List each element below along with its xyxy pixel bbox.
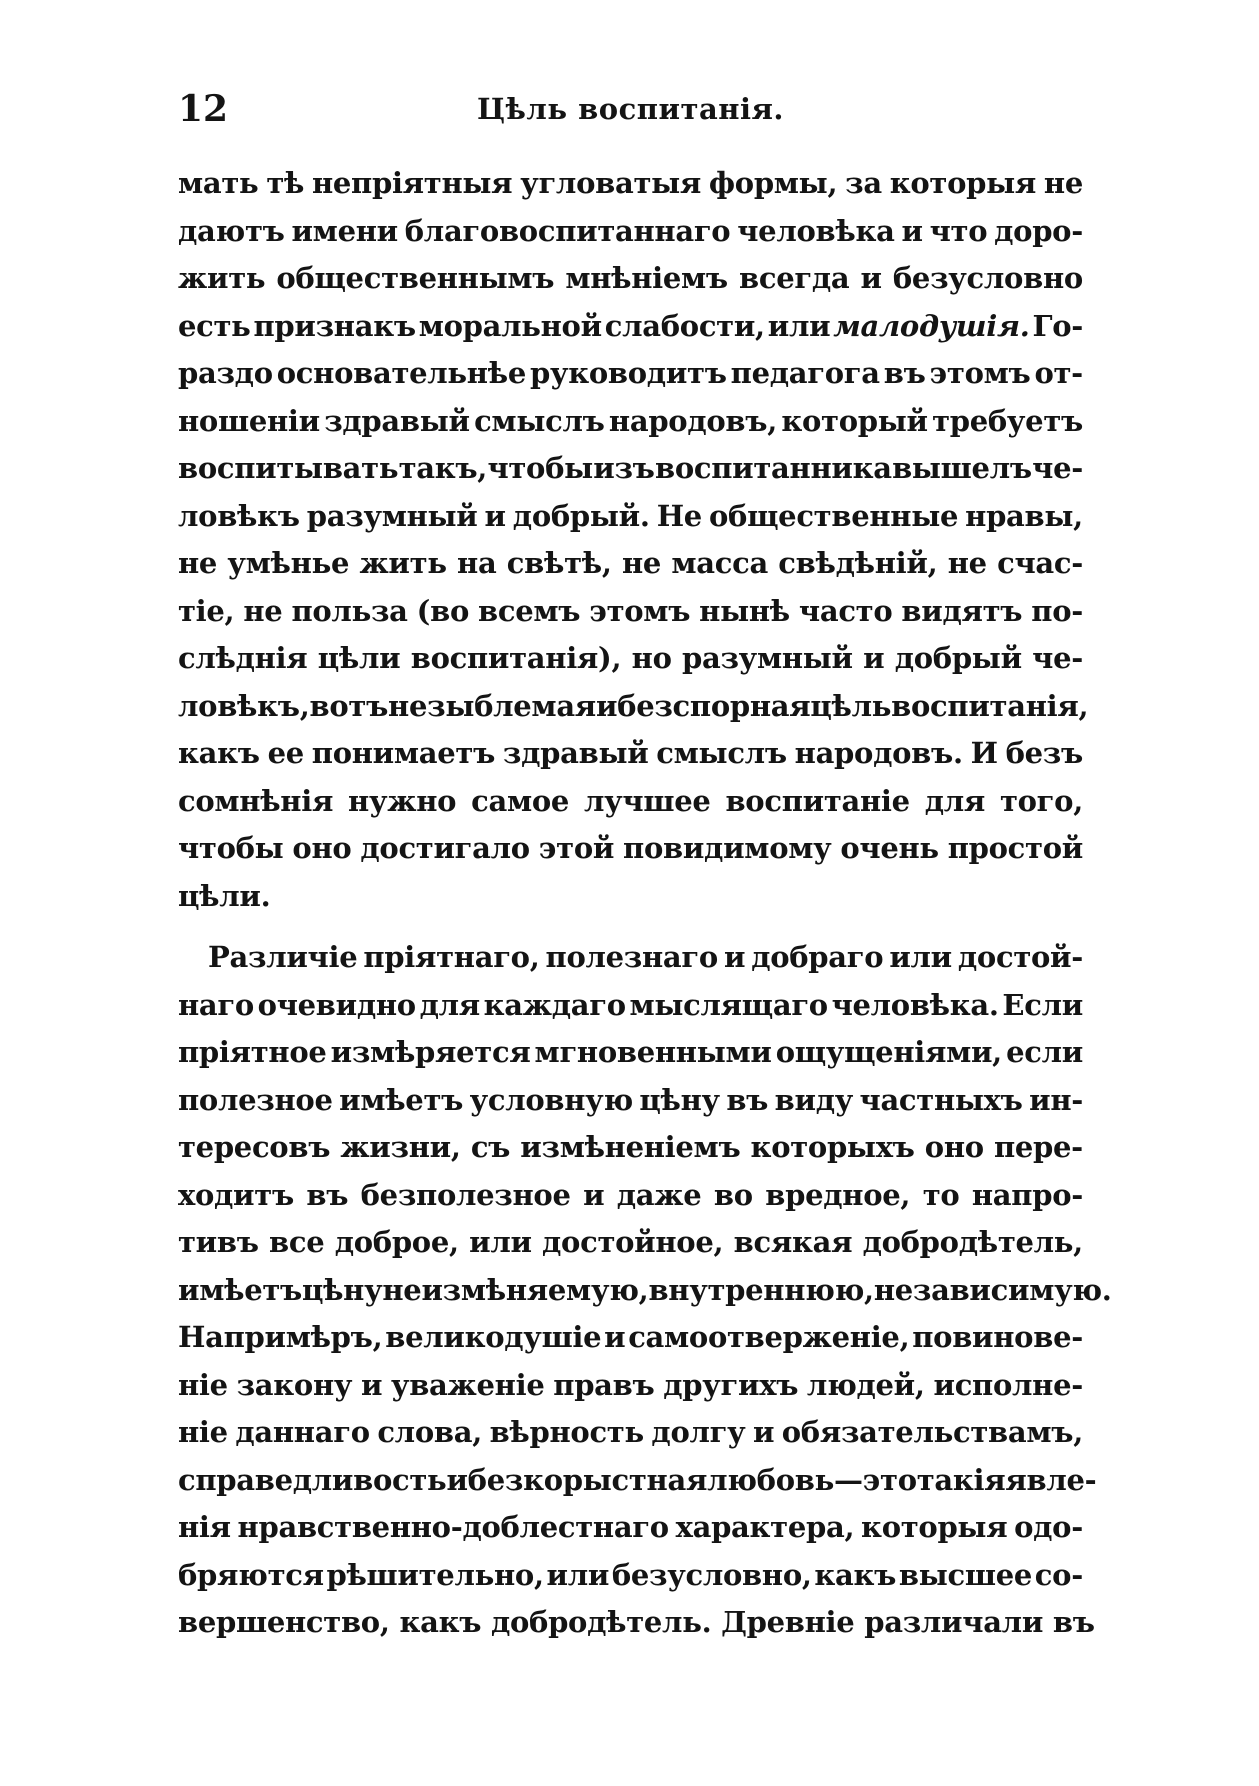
word: добраго [751,940,884,974]
word: если [1006,1035,1083,1069]
word: признакъ [253,308,416,343]
text-line [178,1320,1083,1368]
word: и [863,641,885,675]
word: какъ [178,736,260,770]
word: разумный [306,498,478,533]
body-text [178,166,1112,1653]
word: смыслъ [656,736,787,770]
word: и [595,688,618,723]
word: че- [1032,641,1083,675]
word: и [604,1320,626,1354]
word: народовъ, [608,403,778,438]
text-line [178,940,1083,988]
word: имѣетъ [339,1082,464,1117]
word: и [752,1415,775,1449]
word: свѣтѣ, [506,546,612,580]
word: самое [471,783,570,818]
word: для [419,987,480,1022]
word: полезнаго [545,940,718,974]
word: ее [267,736,304,770]
word: смыслъ [474,403,605,438]
word: нравственно-доблестнаго [237,1510,669,1544]
word: разумный [682,641,853,675]
text-line [178,356,1083,404]
word: цѣль [810,688,892,723]
word: здравый [502,736,649,770]
word: вотъ [309,688,389,723]
word: измѣряется [330,1035,531,1069]
word: повидимому [623,831,832,865]
word: не [1043,166,1083,200]
word: И [970,736,998,770]
word: безусловно [892,261,1083,295]
word: неизмѣняемую, [382,1272,649,1307]
word: очевидно [257,987,416,1022]
word: непріятныя [311,166,513,200]
text-line [178,784,1083,832]
word: мать [178,166,259,200]
word: каждаго [483,987,626,1022]
word: которыхъ [750,1130,915,1164]
word: добрый [894,641,1022,675]
word: не [243,593,283,628]
word: от- [1034,356,1083,390]
word: повинове- [912,1320,1083,1354]
word: и [583,1177,605,1212]
text-line [178,309,1083,357]
word: того, [999,783,1083,818]
word: раздо [178,356,273,390]
word: здравый [324,403,470,438]
word: и [446,1462,468,1497]
word: тересовъ [178,1130,331,1164]
word: частныхъ [859,1082,1023,1117]
text-line [178,1272,1112,1321]
word: нравы, [965,498,1083,533]
word: такъ, [398,451,488,485]
word: лучшее [583,783,711,818]
word: всемъ [478,593,581,628]
word: Напримѣръ, [178,1320,383,1354]
word: который [781,403,928,438]
word: есть [178,308,251,343]
word: добродѣтель, [862,1225,1083,1259]
word: долгу [651,1415,746,1449]
word: и [860,261,882,295]
word: за [845,166,882,200]
word: тіе, [178,593,235,628]
word: то [922,1177,960,1212]
word: пере- [993,1130,1083,1164]
word: правъ [553,1367,655,1402]
word: доброе, [334,1225,459,1259]
word: справедливость [178,1462,447,1497]
word: ношеніи [178,403,320,438]
word: видятъ [901,593,1023,628]
word: слабости, [604,308,765,343]
word: (во [416,593,469,628]
text-line [178,1178,1083,1226]
word: пріятное [178,1035,327,1069]
word: что [929,213,988,248]
word: закону [236,1367,353,1402]
word: ощущеніями, [775,1035,1002,1069]
text-line [178,688,1089,737]
page-header [178,84,1083,134]
text-line [178,1083,1083,1131]
word: руководитъ [529,356,727,390]
word: не [621,546,662,580]
word: благовоспитаннаго [404,213,731,248]
word: даннаго [235,1415,370,1449]
word: или [469,1225,532,1259]
word: во [713,1177,753,1212]
word: какъ [399,1605,482,1639]
word: достой- [957,940,1083,974]
word: понимаетъ [311,736,496,770]
word: высшее [898,1557,1033,1592]
word: даютъ [178,213,285,248]
word: вѣрность [489,1415,644,1449]
word: умѣнье [227,546,350,580]
word: счас- [997,546,1083,580]
word: этомъ [929,356,1031,390]
text-line [178,1510,1083,1558]
word: любовь—это [707,1462,917,1497]
text-line [178,1462,1097,1511]
text-line [178,1415,1083,1463]
text-line [178,1368,1083,1416]
word: безкорыстная [467,1462,708,1497]
word: цѣли [317,641,401,675]
word: чтобы [178,831,284,865]
word: ніе [178,1415,228,1449]
word: всегда [739,261,850,295]
word: самоотверженіе, [628,1320,910,1354]
text-line [178,988,1083,1036]
word: не [947,546,987,580]
word: независимую. [873,1272,1112,1307]
word: ловѣкъ [178,498,300,533]
word: основательнѣе [276,356,526,390]
word: Го- [1032,308,1083,343]
word: безъ [1005,736,1083,770]
text-line [178,261,1083,309]
word: цѣли. [178,878,271,913]
word: чтобы [487,451,593,485]
word: для [924,783,986,818]
word: людей, [806,1367,925,1402]
word: въ [883,356,926,390]
text-line [178,879,1083,927]
word: безполезное [360,1177,571,1212]
word: которыя [861,1510,1008,1544]
word: общественные [709,498,959,533]
word: народовъ. [794,736,963,770]
text-line [178,546,1083,594]
word: простой [947,831,1083,865]
word: малодушія. [833,308,1030,343]
text-line [178,1225,1083,1273]
word: цѣну [639,1082,720,1117]
word: вершенство, [178,1605,390,1639]
word: воспитаніе [725,783,910,818]
word: напро- [971,1177,1083,1212]
word: и [723,940,746,974]
word: все [269,1225,325,1259]
word: жить [178,261,266,295]
word: моральной [418,308,602,343]
word: различали [864,1605,1044,1639]
word: нія [178,1510,231,1544]
word: ніе [178,1367,228,1402]
word: педагога [730,356,880,390]
word: Если [1002,987,1083,1022]
word: достигало [360,831,530,865]
word: безспорная [617,688,811,723]
word: тѣ [266,166,305,200]
word: которыя [889,166,1037,200]
word: Древніе [721,1605,855,1639]
word: имѣетъ [178,1272,302,1307]
word: рѣшительно, [326,1557,544,1592]
word: даже [616,1177,702,1212]
word: ин- [1029,1082,1083,1117]
word: бряются [178,1557,324,1592]
word: нужно [348,783,457,818]
word: человѣка. [831,987,999,1022]
word: со- [1034,1557,1083,1592]
word: требуетъ [932,403,1083,438]
word: и [484,498,506,533]
word: другихъ [663,1367,799,1402]
text-line [178,166,1083,214]
word: измѣненіемъ [520,1130,741,1164]
word: доро- [994,213,1083,248]
word: безусловно, [611,1557,812,1592]
word: великодушіе [385,1320,602,1354]
word: жизни, [340,1130,461,1164]
word: масса [671,546,768,580]
text-line [178,831,1083,879]
word: польза [291,593,408,628]
word: или [889,940,952,974]
word: характера, [675,1510,855,1544]
word: угловатыя [520,166,702,200]
word: слова, [377,1415,482,1449]
word: условную [469,1082,633,1117]
word: такія [916,1462,1006,1497]
word: нынѣ [699,593,790,628]
text-line [178,594,1083,642]
word: вредное, [765,1177,911,1212]
word: мнѣніемъ [565,261,728,295]
word: и [360,1367,383,1402]
word: или [767,308,831,343]
paragraph [178,940,1112,1653]
word: пріятнаго, [363,940,540,974]
word: общественнымъ [276,261,555,295]
word: добродѣтель. [490,1605,712,1639]
word: мыслящаго [629,987,828,1022]
running-title: Цѣль воспитанія. [476,92,785,126]
word: и [901,213,923,248]
word: жить [359,546,447,580]
word: явле- [1005,1462,1097,1497]
word: уваженіе [390,1367,545,1402]
word: по- [1031,593,1083,628]
word: одо- [1014,1510,1083,1544]
word: че- [1032,451,1083,485]
word: формы, [708,166,838,200]
word: полезное [178,1082,333,1117]
text-line [178,404,1083,452]
text-line [178,641,1083,689]
word: незыблемая [388,688,596,723]
word: не [178,546,218,580]
word: цѣну [301,1272,383,1307]
word: очень [840,831,939,865]
word: съ [470,1130,511,1164]
word: свѣдѣній, [778,546,938,580]
word: человѣка [737,213,895,248]
word: Не [656,498,702,533]
word: или [546,1557,610,1592]
word: какъ [814,1557,897,1592]
word: но [631,641,672,675]
text-line [178,214,1083,262]
paragraph [178,166,1089,926]
word: на [457,546,497,580]
page-number: 12 [178,88,229,130]
word: мгновенными [534,1035,772,1069]
word: вышелъ [892,451,1032,485]
word: имени [291,213,398,248]
word: исполне- [933,1367,1083,1402]
text-line [178,451,1083,499]
word: изъ [593,451,655,485]
word: этой [538,831,615,865]
word: въ [1052,1605,1095,1639]
word: воспитанія, [891,688,1089,723]
word: этомъ [589,593,691,628]
word: всякая [733,1225,853,1259]
text-line [178,1605,1095,1653]
word: часто [798,593,893,628]
word: добрый. [512,498,650,533]
text-line [178,736,1083,784]
word: воспитанія), [410,641,622,675]
text-line [178,1558,1083,1606]
word: слѣднія [178,641,308,675]
word: ловѣкъ, [178,688,310,723]
word: Различіе [208,940,358,974]
word: наго [178,987,254,1022]
word: внутреннюю, [648,1272,874,1307]
word: виду [774,1082,853,1117]
word: оно [292,831,352,865]
word: ходитъ [178,1177,294,1212]
word: тивъ [178,1225,259,1259]
text-line [178,1130,1083,1178]
word: въ [726,1082,769,1117]
word: воспитывать [178,451,399,485]
text-line [178,1035,1083,1083]
word: оно [924,1130,984,1164]
text-line [178,499,1083,547]
paragraph-gap [178,926,1083,940]
word: достойное, [542,1225,724,1259]
word: въ [306,1177,349,1212]
word: воспитанника [654,451,892,485]
word: сомнѣнія [178,783,334,818]
word: обязательствамъ, [781,1415,1083,1449]
